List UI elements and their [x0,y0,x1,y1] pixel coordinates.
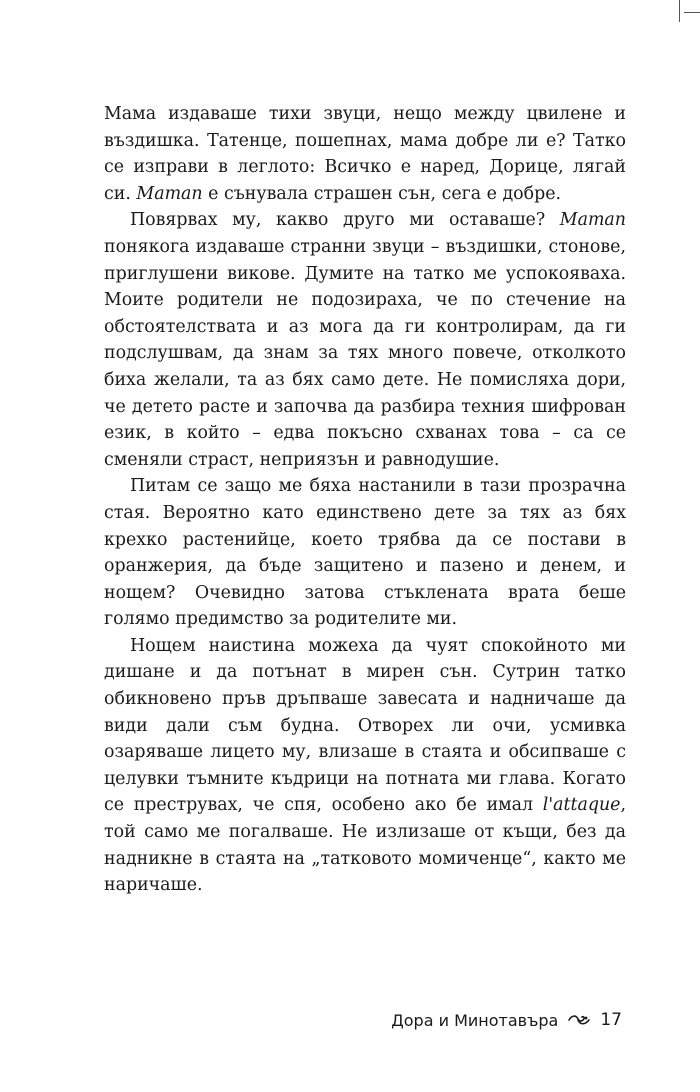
text-run: е сънувала страшен сън, сега е добре. [202,183,562,204]
text-run: понякога издаваше странни звуци – въздишки, стонове, приглушени викове. Думите на татко ме успокояваха. Моите родители не подозираха, че по стечение на обстоятелствата и аз мога да ги контролирам, да ги подслушвам, да знам за тях много повече, отколкото биха желали, та аз бях само дете. Не помисляха дори, че детето расте и започва да разбира техния шифрован език, в който – едва покъсно схванах това – са се сменяли страст, неприязън и равнодушие. [104,236,626,470]
book-title: Дора и Минотавъра [391,1010,559,1030]
body-text [104,101,626,899]
text-run: , той само ме погалваше. Не излизаше от къщи, без да надникне в стаята на „татковото момиченце“, както ме наричаше. [104,795,626,896]
running-footer [391,1010,622,1030]
fleuron-icon [568,1014,590,1026]
paragraph [104,473,626,633]
crop-mark-vertical [679,0,680,22]
paragraph [104,207,626,473]
italic-phrase: Maman [136,183,203,204]
crop-mark-horizontal [684,12,700,13]
text-run: Нощем наистина можеха да чуят спокойното ми дишане и да потънат в мирен сън. Сутрин татко обикновено пръв дръпваше завесата и надничаше да види дали съм будна. Отворех ли очи, усмивка озаряваше лицето му, влизаше в стаята и обсипваше с целувки тъмните къдрици на потната ми глава. Когато се преструвах, че спя, особено ако бе имал [104,635,626,816]
text-run: Питам се защо ме бяха настанили в тази прозрачна стая. Вероятно като единствено дете за тях аз бях крехко растенийце, което трябва да се постави в оранжерия, да бъде защитено и пазено и денем, и нощем? Очевидно затова стъклената врата беше голямо предимство за родителите ми. [104,476,626,630]
paragraph [104,101,626,207]
paragraph [104,633,626,899]
text-run: Повярвах му, какво друго ми оставаше? [130,210,560,231]
page-number: 17 [600,1010,622,1030]
italic-phrase: Maman [559,210,626,231]
text-run: Мама издаваше тихи звуци, нещо между цвилене и въздишка. Татенце, пошепнах, мама добре ли е? Татко се изправи в леглото: Всичко е наред, Дорице, лягай си. [104,104,626,204]
italic-phrase: l'attaque [542,795,621,816]
